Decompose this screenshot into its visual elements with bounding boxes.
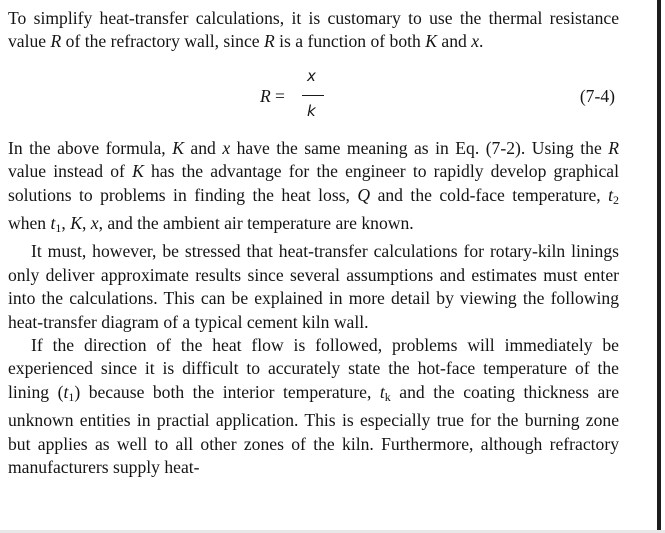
text: , <box>61 213 71 234</box>
text: of the refractory wall, since <box>61 31 264 52</box>
variable-t: t <box>608 184 614 205</box>
variable-r: R <box>263 31 275 52</box>
variable-t: t <box>50 213 56 234</box>
variable-k: K <box>70 213 82 234</box>
text: In the above formula, <box>8 137 173 158</box>
text: , and the ambient air temperature are known. <box>98 213 414 234</box>
equation-7-4 <box>8 67 619 131</box>
text: , <box>81 213 91 234</box>
equation-lhs: R <box>260 85 271 106</box>
text: value instead of <box>8 161 133 182</box>
equation-numerator: x <box>307 66 316 85</box>
variable-k: K <box>132 161 144 182</box>
variable-r: R <box>608 137 619 158</box>
text: have the same meaning as in Eq. (7-2). Using the <box>230 137 609 158</box>
equation-denominator: k <box>307 101 316 120</box>
variable-q: Q <box>357 184 371 205</box>
fraction-bar <box>302 95 324 96</box>
text: and the coating thickness are unknown entities in practial application. This is especially true for the burning zone but applies as well to all other zones of the kiln. Furthermore, although refractory manufacturers supply heat- <box>8 381 619 478</box>
variable-tk <box>380 382 391 402</box>
approximation-paragraph: It must, however, be stressed that heat-transfer calculations for rotary-kiln linings only deliver approximate results since several assumptions and estimates must enter into the calculations. This can be explained in more detail by viewing the following heat-transfer diagram of a typical cement kiln wall. <box>8 241 619 332</box>
equation-number: (7-4) <box>579 85 615 106</box>
text: ) because both the interior temperature, <box>74 381 380 402</box>
variable-t1 <box>50 213 62 236</box>
subscript-k: k <box>384 389 391 404</box>
subscript-1: 1 <box>55 221 62 236</box>
variable-t: t <box>63 381 69 402</box>
text: and <box>437 31 472 52</box>
text: If the direction of the heat flow is followed, problems will immediately be experienced since it is difficult to accurately state the hot-face temperature of the lining ( <box>8 335 619 402</box>
formula-explanation-paragraph <box>8 137 619 241</box>
variable-k: K <box>172 137 184 158</box>
text: when <box>8 213 51 234</box>
text: . <box>479 31 484 52</box>
subscript-2: 2 <box>613 192 620 207</box>
text: and the cold-face temperature, <box>370 184 609 205</box>
variable-t1 <box>63 382 74 402</box>
subscript-1: 1 <box>68 389 75 404</box>
text: To simplify heat-transfer calculations, it is customary to use the thermal resistance value <box>8 8 619 52</box>
equation-equals-sign: = <box>275 85 285 106</box>
text: has the advantage for the engineer to rapidly develop graphical solutions to problems in finding the heat loss, <box>8 161 619 205</box>
variable-t2 <box>608 185 619 205</box>
variable-x: x <box>222 137 231 158</box>
scan-edge-border <box>657 0 661 533</box>
variable-x: x <box>471 31 480 52</box>
variable-k: K <box>425 31 437 52</box>
text: and <box>183 137 223 158</box>
variable-t: t <box>379 381 385 402</box>
variable-x: x <box>90 213 99 234</box>
heat-flow-paragraph <box>8 334 619 479</box>
intro-paragraph <box>8 7 619 54</box>
document-page <box>8 7 619 480</box>
variable-r: R <box>50 31 62 52</box>
text: is a function of both <box>274 31 426 52</box>
equation-fraction <box>301 67 325 131</box>
